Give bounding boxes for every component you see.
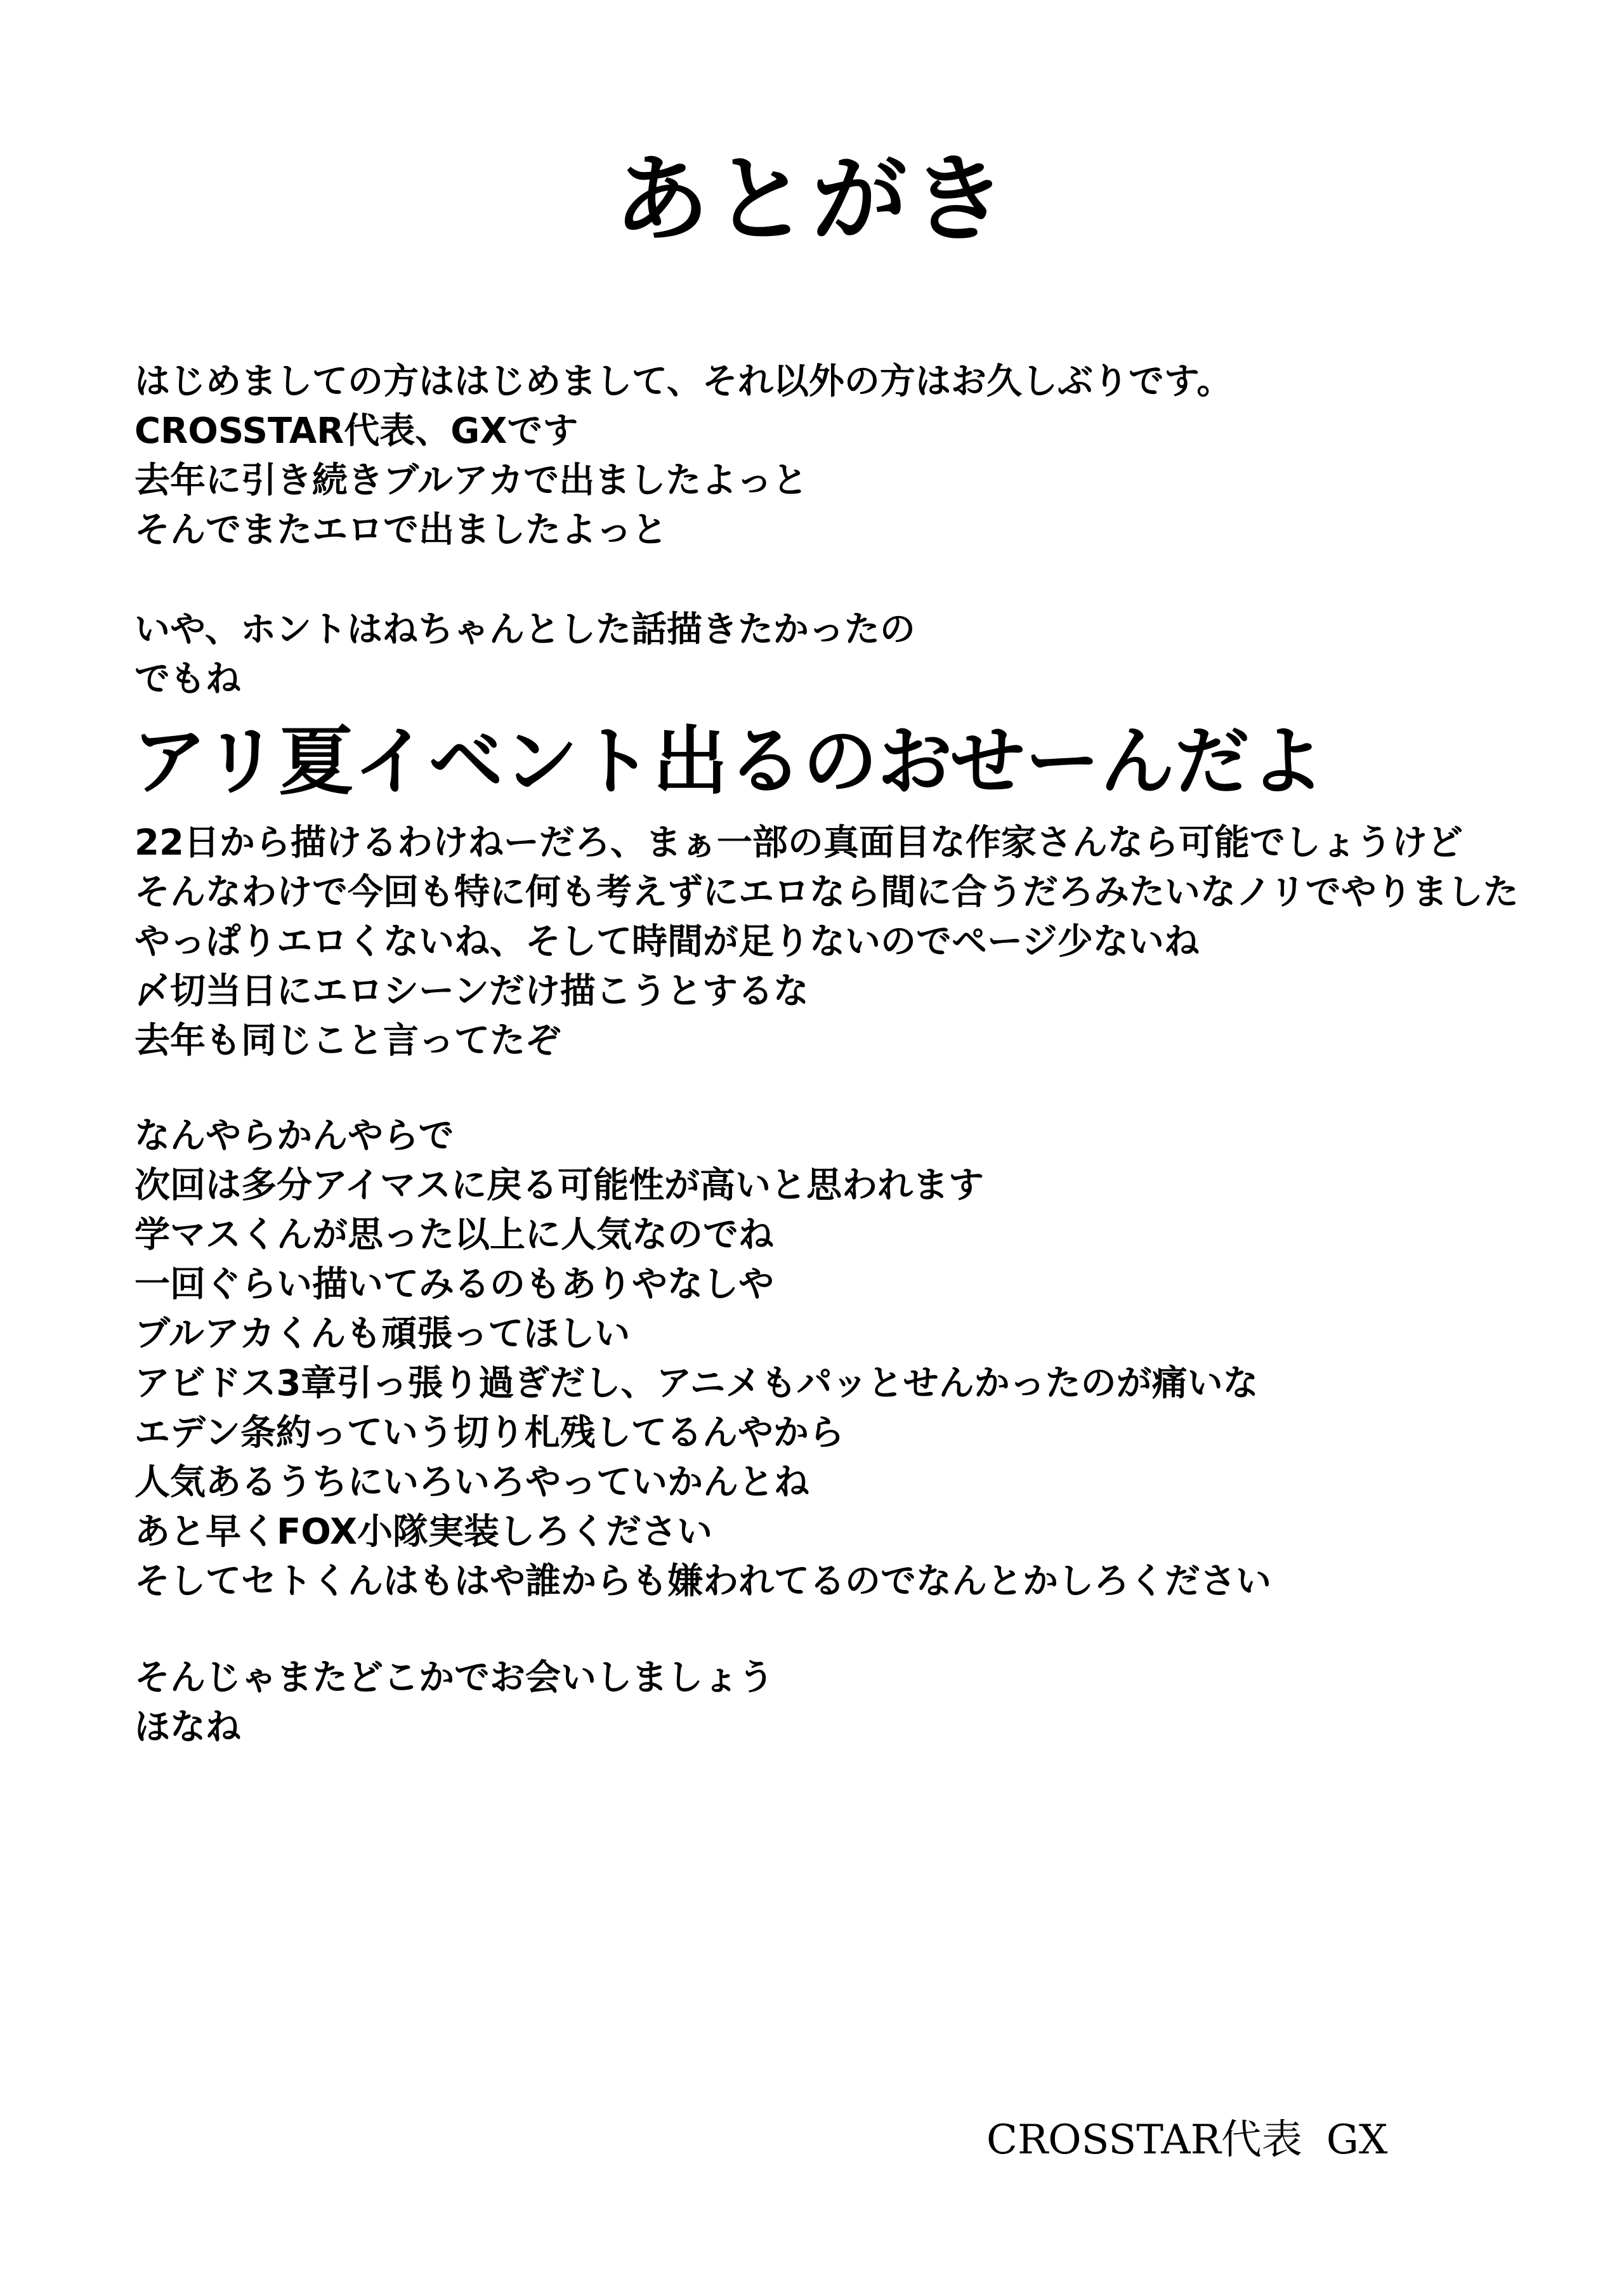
text-line: なんやらかんやらで bbox=[134, 1115, 454, 1157]
emphasis-line: アリ夏イベント出るのおせーんだよ bbox=[132, 718, 1325, 805]
text-line: いや、ホントはねちゃんとした話描きたかったの bbox=[134, 609, 915, 650]
paragraph-explanation bbox=[134, 818, 1606, 1066]
text-line: でもね bbox=[134, 659, 241, 700]
text-line: 学マスくんが思った以上に人気なのでね bbox=[134, 1214, 774, 1256]
text-line: エデン条約っていう切り札残してるんやから bbox=[134, 1412, 844, 1454]
text-line: CROSSTAR代表、GXです bbox=[134, 411, 579, 452]
text-line: ブルアカくんも頑張ってほしい bbox=[134, 1313, 631, 1355]
page-title: あとがき bbox=[613, 145, 1010, 255]
text-line: 去年も同じこと言ってたぞ bbox=[134, 1020, 561, 1061]
text-line: アビドス3章引っ張り過ぎだし、アニメもパッとせんかったのが痛いな bbox=[134, 1363, 1259, 1404]
signature-circle: CROSSTAR代表 bbox=[986, 2117, 1302, 2164]
text-line: 人気あるうちにいろいろやっていかんとね bbox=[134, 1462, 809, 1503]
paragraph-farewell bbox=[134, 1653, 1606, 1752]
text-line: はじめましての方ははじめまして、それ以外の方はお久しぶりです。 bbox=[134, 361, 1233, 402]
text-line: 一回ぐらい描いてみるのもありやなしや bbox=[134, 1264, 774, 1305]
emphasis-block bbox=[134, 711, 1606, 812]
signature-author: GX bbox=[1326, 2117, 1388, 2164]
text-line: 去年に引き続きブルアカで出ましたよっと bbox=[134, 460, 808, 501]
text-line: 次回は多分アイマスに戻る可能性が高いと思われます bbox=[134, 1165, 984, 1206]
text-line: 22日から描けるわけねーだろ、まぁ一部の真面目な作家さんなら可能でしょうけど bbox=[134, 822, 1463, 864]
text-line: ほなね bbox=[134, 1707, 241, 1748]
text-line: そんでまたエロで出ましたよっと bbox=[134, 509, 667, 551]
text-line: そんじゃまたどこかでお会いしましょう bbox=[134, 1657, 774, 1698]
paragraph-future-plans bbox=[134, 1112, 1606, 1606]
text-line: そしてセトくんはもはや誰からも嫌われてるのでなんとかしろください bbox=[134, 1561, 1271, 1602]
signature bbox=[986, 2112, 1387, 2169]
paragraph-intro bbox=[134, 605, 1606, 704]
text-line: 〆切当日にエロシーンだけ描こうとするな bbox=[134, 971, 809, 1012]
paragraph-greeting bbox=[134, 357, 1606, 555]
text-line: やっぱりエロくないね、そして時間が足りないのでページ少ないね bbox=[134, 921, 1200, 962]
text-line: そんなわけで今回も特に何も考えずにエロなら間に合うだろみたいなノリでやりました bbox=[134, 872, 1519, 913]
text-line: あと早くFOX小隊実装しろください bbox=[134, 1511, 713, 1553]
